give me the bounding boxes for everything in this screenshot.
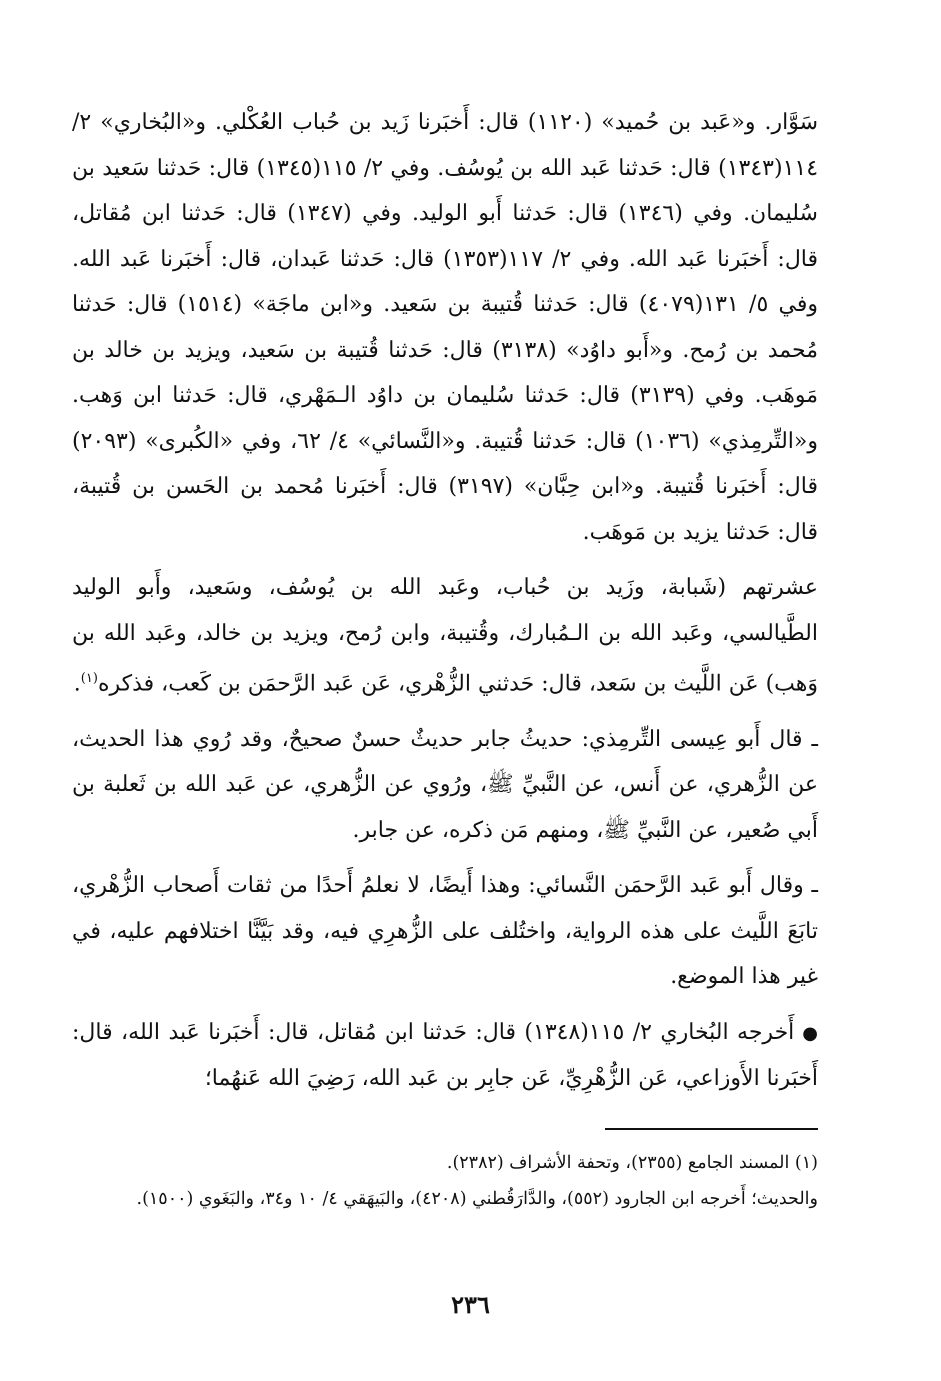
paragraph-nasai-comment: ـ وقال أَبو عَبد الرَّحمَن النَّسائي: وهذا أَيضًا، لا نعلمُ أَحدًا من ثقات أَصحاب الزُّهْري، تابَعَ اللَّيث على هذه الرواية، واختُلف على الزُّهرِي فيه، وقد بَيَّنَّا اختلافهم عليه، في غير هذا الموضع. <box>72 873 818 990</box>
paragraph-bukhari-narration <box>72 1010 818 1102</box>
footnote-reference[interactable]: (١) <box>80 671 98 686</box>
footnote-1: (١) المسند الجامع (٢٣٥٥)، وتحفة الأشراف (٢٣٨٢). <box>446 1153 818 1173</box>
paragraph-takhrij: سَوَّار. و«عَبد بن حُميد» (١١٢٠) قال: أَخبَرنا زَيد بن حُباب العُكْلي. و«البُخاري» ٢/ ١١٤(١٣٤٣) قال: حَدثنا عَبد الله بن يُوسُف. وفي ٢/ ١١٥(١٣٤٥) قال: حَدثنا سَعيد بن سُليمان. وفي (١٣٤٦) قال: حَدثنا أَبو الوليد. وفي (١٣٤٧) قال: حَدثنا ابن مُقاتل، قال: أَخبَرنا عَبد الله. وفي ٢/ ١١٧(١٣٥٣) قال: حَدثنا عَبدان، قال: أَخبَرنا عَبد الله. وفي ٥/ ١٣١(٤٠٧٩) قال: حَدثنا قُتيبة بن سَعيد. و«ابن ماجَة» (١٥١٤) قال: حَدثنا مُحمد بن رُمح. و«أَبو داوُد» (٣١٣٨) قال: حَدثنا قُتيبة بن سَعيد، ويزيد بن خالد بن مَوهَب. وفي (٣١٣٩) قال: حَدثنا سُليمان بن داوُد الـمَهْري، قال: حَدثنا ابن وَهب. و«التِّرمِذي» (١٠٣٦) قال: حَدثنا قُتيبة. و«النَّسائي» ٤/ ٦٢، وفي «الكُبرى» (٢٠٩٣) قال: أَخبَرنا قُتيبة. و«ابن حِبَّان» (٣١٩٧) قال: أَخبَرنا مُحمد بن الحَسن بن قُتيبة، قال: حَدثنا يزيد بن مَوهَب. <box>72 110 819 545</box>
main-text <box>72 100 818 1102</box>
page-number: ٢٣٦ <box>451 1290 490 1319</box>
footnotes <box>72 1145 818 1217</box>
paragraph-tirmidhi-comment: ـ قال أَبو عِيسى التِّرمِذي: حديثُ جابر حديثٌ حسنٌ صحيحٌ، وقد رُوي هذا الحديث، عن الزُّهري، عن أَنس، عن النَّبيِّ ﷺ، ورُوي عن الزُّهري، عن عَبد الله بن ثَعلبة بن أَبي صُعير، عن النَّبيِّ ﷺ، ومنهم مَن ذكره، عن جابر. <box>72 726 818 843</box>
summary-end: . <box>73 671 81 697</box>
footnote-divider <box>605 1128 818 1130</box>
footnote-1-continuation: والحديث؛ أَخرجه ابن الجارود (٥٥٢)، والدَّارَقُطني (٤٢٠٨)، والبَيهَقي ٤/ ١٠ و٣٤، والبَغَوي (١٥٠٠). <box>136 1189 818 1209</box>
narration-text: أَخرجه البُخاري ٢/ ١١٥(١٣٤٨) قال: حَدثنا ابن مُقاتل، قال: أَخبَرنا عَبد الله، قال: أَخبَرنا الأَوزاعي، عَن الزُّهْرِيِّ، عَن جابِر بن عَبد الله، رَضِيَ الله عَنهُما؛ <box>72 1019 818 1092</box>
bullet-icon: ● <box>802 1022 819 1044</box>
summary-text: عشرتهم (شَبابة، وزَيد بن حُباب، وعَبد الله بن يُوسُف، وسَعيد، وأَبو الوليد الطَّيالسي، وعَبد الله بن الـمُبارك، وقُتيبة، وابن رُمح، ويزيد بن خالد، وعَبد الله بن وَهب) عَن اللَّيث بن سَعد، قال: حَدثني الزُّهْري، عَن عَبد الرَّحمَن بن كَعب، فذكره <box>72 575 818 697</box>
paragraph-summary <box>72 565 818 707</box>
